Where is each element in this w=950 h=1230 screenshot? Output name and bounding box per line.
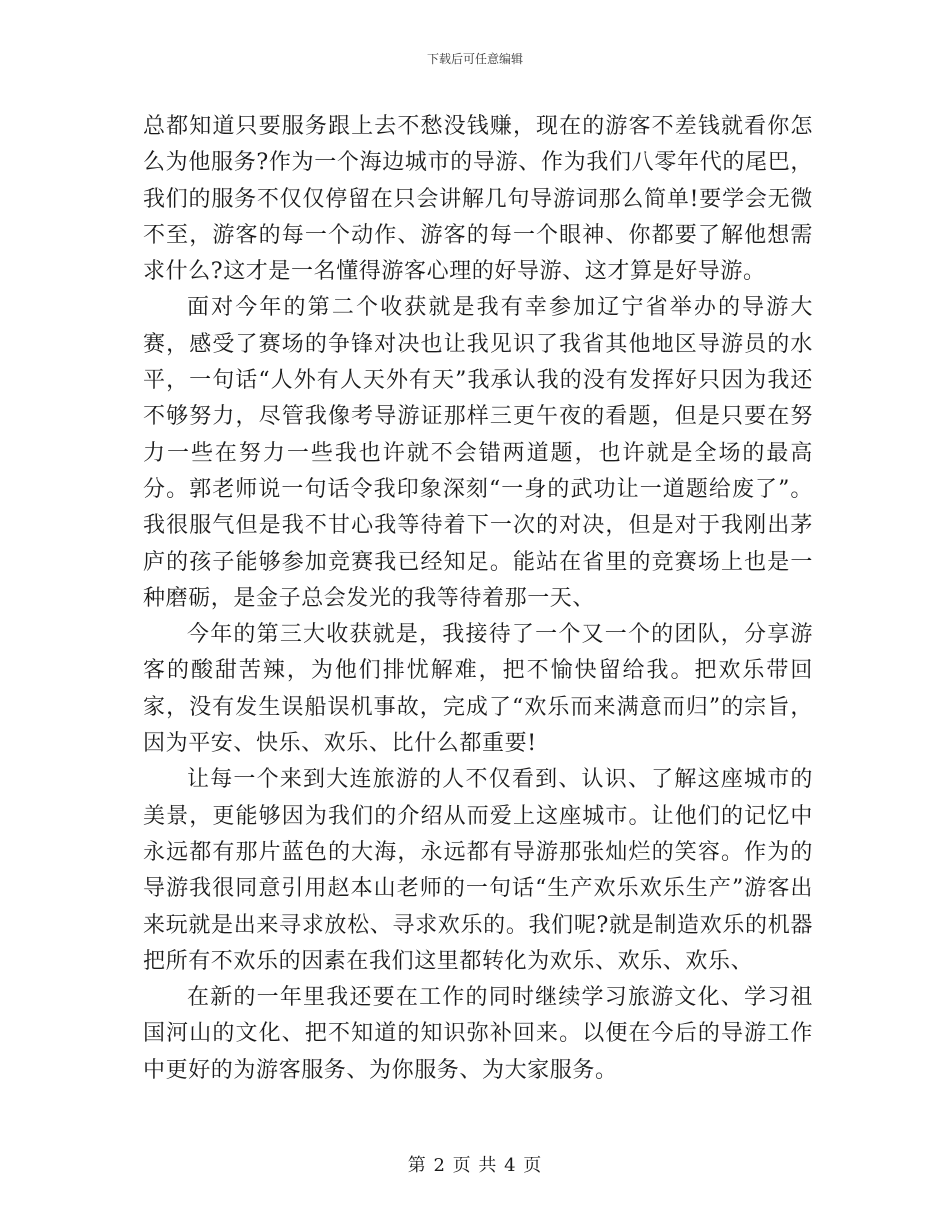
document-body: [143, 109, 813, 1089]
page-number-footer: 第 2 页 共 4 页: [407, 1155, 543, 1176]
paragraph-2: 面对今年的第二个收获就是我有幸参加辽宁省举办的导游大赛，感受了赛场的争锋对决也让我见识了我省其他地区导游员的水平，一句话“人外有人天外有天”我承认我的没有发挥好只因为我还不够努力，尽管我像考导游证那样三更午夜的看题，但是只要在努力一些在努力一些我也许就不会错两道题，也许就是全场的最高分。郭老师说一句话令我印象深刻“一身的武功让一道题给废了”。我很服气但是我不甘心我等待着下一次的对决，但是对于我刚出茅庐的孩子能够参加竞赛我已经知足。能站在省里的竞赛场上也是一种磨砺，是金子总会发光的我等待着那一天、: [143, 295, 813, 611]
paragraph-4: 让每一个来到大连旅游的人不仅看到、认识、了解这座城市的美景，更能够因为我们的介绍从而爱上这座城市。让他们的记忆中永远都有那片蓝色的大海，永远都有导游那张灿烂的笑容。作为的导游我很同意引用赵本山老师的一句话“生产欢乐欢乐生产”游客出来玩就是出来寻求放松、寻求欢乐的。我们呢?就是制造欢乐的机器把所有不欢乐的因素在我们这里都转化为欢乐、欢乐、欢乐、: [143, 767, 813, 974]
paragraph-1: 总都知道只要服务跟上去不愁没钱赚，现在的游客不差钱就看你怎么为他服务?作为一个海边城市的导游、作为我们八零年代的尾巴，我们的服务不仅仅停留在只会讲解几句导游词那么简单!要学会无微不至，游客的每一个动作、游客的每一个眼神、你都要了解他想需求什么?这才是一名懂得游客心理的好导游、这才算是好导游。: [143, 114, 813, 285]
page-header: 下载后可任意编辑: [426, 52, 523, 66]
paragraph-5: 在新的一年里我还要在工作的同时继续学习旅游文化、学习祖国河山的文化、把不知道的知识弥补回来。以便在今后的导游工作中更好的为游客服务、为你服务、为大家服务。: [143, 985, 813, 1083]
paragraph-3: 今年的第三大收获就是，我接待了一个又一个的团队，分享游客的酸甜苦辣，为他们排忧解难，把不愉快留给我。把欢乐带回家，没有发生误船误机事故，完成了“欢乐而来满意而归”的宗旨，因为平安、快乐、欢乐、比什么都重要!: [143, 622, 813, 757]
